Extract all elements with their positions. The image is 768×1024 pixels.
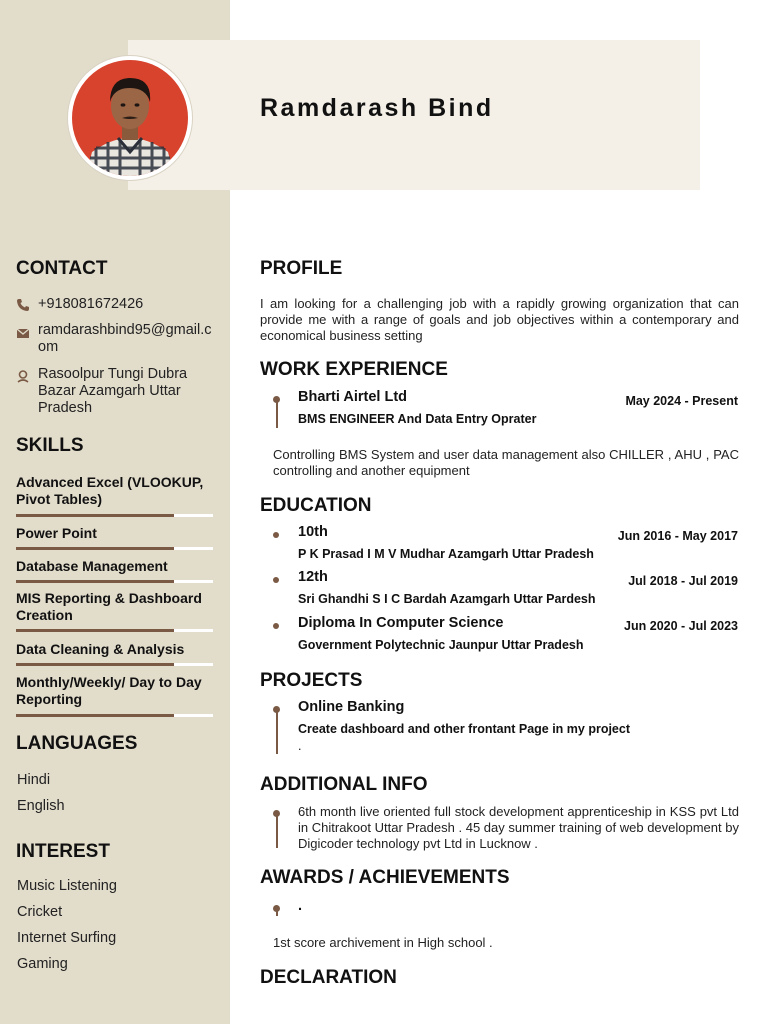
address-text: Rasoolpur Tungi Dubra Bazar Azamgarh Uttar Pradesh <box>38 366 188 416</box>
work-description: Controlling BMS System and user data management also CHILLER , AHU , PAC controlling and another equipment <box>273 447 739 478</box>
skill-bar-fill <box>16 547 174 550</box>
skill-label: Data Cleaning & Analysis <box>16 641 185 657</box>
contact-heading: CONTACT <box>16 258 108 279</box>
projects-heading: PROJECTS <box>260 670 363 691</box>
education-school: P K Prasad I M V Mudhar Azamgarh Uttar Pradesh <box>298 547 594 561</box>
skill-bar-fill <box>16 514 174 517</box>
education-degree: 10th <box>298 524 328 540</box>
candidate-name: Ramdarash Bind <box>260 94 494 122</box>
skill-bar <box>16 629 213 632</box>
timeline-line <box>276 710 278 754</box>
languages-heading: LANGUAGES <box>16 733 138 754</box>
language-item: English <box>17 798 65 814</box>
profile-text: I am looking for a challenging job with a rapidly growing organization that can provide me with a range of goals and job objectives within a contemporary and economical business setting <box>260 296 739 343</box>
skills-heading: SKILLS <box>16 435 84 456</box>
declaration-heading: DECLARATION <box>260 967 397 988</box>
additional-heading: ADDITIONAL INFO <box>260 774 428 795</box>
education-heading: EDUCATION <box>260 495 372 516</box>
skill-bar <box>16 514 213 517</box>
avatar <box>72 60 188 176</box>
timeline-line <box>276 400 278 428</box>
work-role: BMS ENGINEER And Data Entry Oprater <box>298 412 537 426</box>
interest-item: Internet Surfing <box>17 930 117 946</box>
project-description: Create dashboard and other frontant Page in my project <box>298 722 631 736</box>
bullet-dot <box>273 532 279 538</box>
skill-label: Power Point <box>16 525 97 541</box>
education-degree: 12th <box>298 569 328 585</box>
interest-item: Cricket <box>17 904 63 920</box>
education-dates: Jul 2018 - Jul 2019 <box>628 574 738 588</box>
skill-bar-fill <box>16 663 174 666</box>
contact-address <box>16 366 216 418</box>
interest-heading: INTEREST <box>16 841 110 862</box>
education-dates: Jun 2020 - Jul 2023 <box>624 619 738 633</box>
skill-label: MIS Reporting & Dashboard Creation <box>16 590 202 623</box>
bullet-dot <box>273 623 279 629</box>
project-title: Online Banking <box>298 699 405 715</box>
skill-label: Database Management <box>16 558 168 574</box>
work-heading: WORK EXPERIENCE <box>260 359 448 380</box>
timeline-line <box>276 909 278 916</box>
phone-icon <box>16 298 30 312</box>
skill-bar-fill <box>16 629 174 632</box>
skill-bar <box>16 663 213 666</box>
work-company: Bharti Airtel Ltd <box>298 389 408 405</box>
skill-bar <box>16 547 213 550</box>
skill-item <box>16 558 216 575</box>
profile-photo <box>68 56 192 180</box>
award-title: . <box>298 898 303 914</box>
skill-item <box>16 674 216 708</box>
interest-item: Music Listening <box>17 878 117 894</box>
awards-heading: AWARDS / ACHIEVEMENTS <box>260 867 510 888</box>
project-extra: . <box>298 739 302 753</box>
skill-item <box>16 474 216 508</box>
location-icon <box>16 369 30 383</box>
skill-item <box>16 641 216 658</box>
bullet-dot <box>273 577 279 583</box>
mail-icon <box>16 326 30 340</box>
skill-label: Advanced Excel (VLOOKUP, Pivot Tables) <box>16 474 204 507</box>
skill-bar <box>16 714 213 717</box>
skill-bar-fill <box>16 714 174 717</box>
interest-item: Gaming <box>17 956 68 972</box>
language-item: Hindi <box>17 772 51 788</box>
additional-text: 6th month live oriented full stock development apprenticeship in KSS pvt Ltd in Chitrakoot Uttar Pradesh . 45 day summer training of web development by Digicoder technology pvt Ltd in Lucknow . <box>298 804 739 851</box>
profile-heading: PROFILE <box>260 258 343 279</box>
contact-phone <box>16 296 216 314</box>
education-dates: Jun 2016 - May 2017 <box>617 529 738 543</box>
phone-number: +918081672426 <box>38 296 144 312</box>
skill-bar-fill <box>16 580 174 583</box>
email-address: ramdarashbind95@gmail.com <box>38 322 212 355</box>
skill-item <box>16 525 216 542</box>
education-degree: Diploma In Computer Science <box>298 615 504 631</box>
skill-label: Monthly/Weekly/ Day to Day Reporting <box>16 674 202 707</box>
skill-item <box>16 590 216 624</box>
education-school: Government Polytechnic Jaunpur Uttar Pradesh <box>298 638 584 652</box>
work-dates: May 2024 - Present <box>625 394 738 408</box>
award-text: 1st score archivement in High school . <box>273 935 493 950</box>
education-school: Sri Ghandhi S I C Bardah Azamgarh Uttar Pardesh <box>298 592 596 606</box>
contact-email <box>16 322 216 358</box>
timeline-line <box>276 814 278 848</box>
skill-bar <box>16 580 213 583</box>
